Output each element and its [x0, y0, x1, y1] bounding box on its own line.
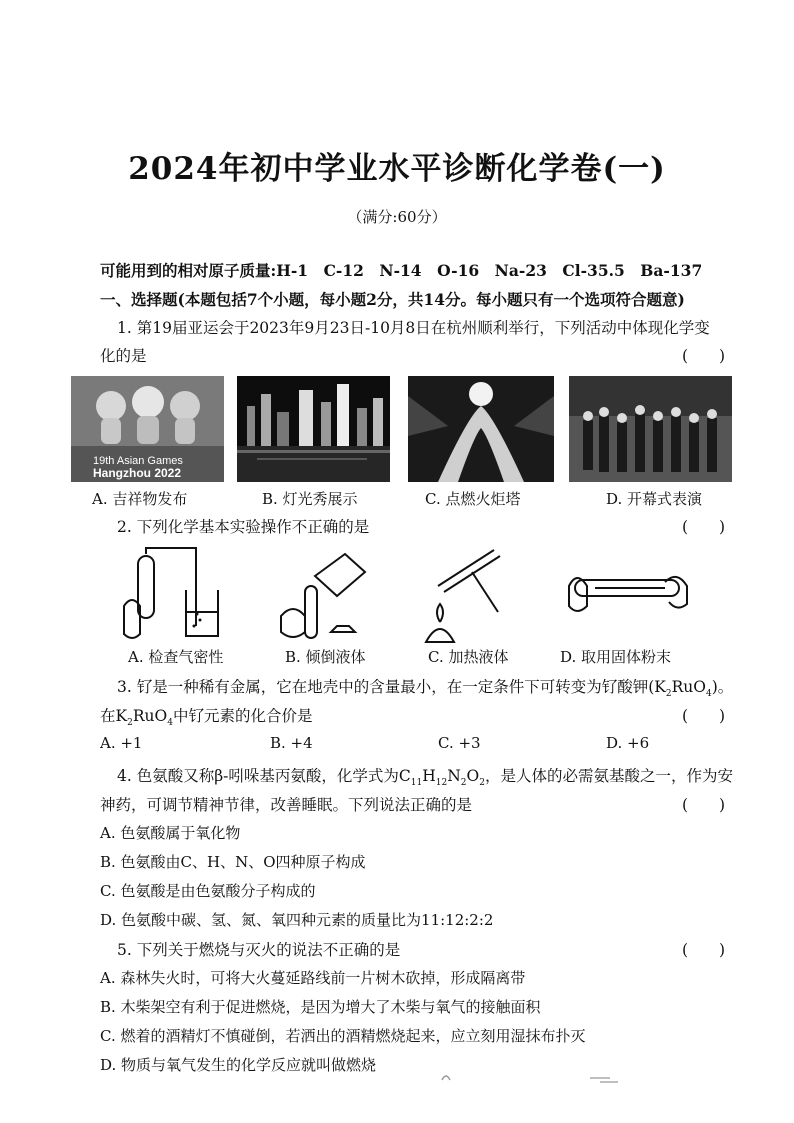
q2-option-b: B. 倾倒液体 — [285, 648, 366, 666]
light-show-image — [237, 376, 390, 482]
take-powder-apparatus-image — [565, 546, 695, 644]
q4-elem-h: H — [422, 767, 436, 785]
faint-scan-marks — [440, 1068, 630, 1088]
q3-text-line2 — [100, 704, 312, 728]
q2-answer-paren: ( ) — [682, 518, 726, 536]
q5-option-d: D. 物质与氧气发生的化学反应就叫做燃烧 — [100, 1056, 377, 1074]
q4-elem-n: N — [447, 767, 461, 785]
q3-line1-part-c: )。 — [711, 678, 734, 696]
torch-tower-image — [408, 376, 554, 482]
q3-line1-part-b: RuO — [671, 678, 706, 696]
photo-torch-tower — [408, 376, 554, 482]
q4-option-b: B. 色氨酸由C、H、N、O四种原子构成 — [100, 853, 366, 871]
q4-option-d: D. 色氨酸中碳、氢、氮、氧四种元素的质量比为11:12:2:2 — [100, 911, 494, 929]
mascots-image — [71, 376, 224, 482]
q4-option-c: C. 色氨酸是由色氨酸分子构成的 — [100, 882, 316, 900]
section-heading: 一、选择题(本题包括7个小题，每小题2分，共14分。每小题只有一个选项符合题意) — [100, 290, 685, 309]
q3-text-line1 — [117, 675, 733, 699]
q5-option-a: A. 森林失火时，可将大火蔓延路线前一片树木砍掉，形成隔离带 — [100, 969, 526, 987]
opening-ceremony-image — [569, 376, 732, 482]
q4-line1-part-b: ，是人体的必需氨基酸之一，作为安 — [484, 767, 733, 785]
q1-option-d: D. 开幕式表演 — [606, 490, 703, 508]
q1-text-line2: 化的是 — [100, 347, 147, 365]
q3-line2-sub-b: 4 — [167, 718, 173, 729]
q3-option-a: A. +1 — [100, 734, 143, 752]
exam-title: 2024年初中学业水平诊断化学卷(一) — [128, 151, 666, 187]
q1-option-c: C. 点燃火炬塔 — [425, 490, 521, 508]
q4-sub-n: 2 — [460, 778, 467, 789]
q4-sub-c: 11 — [410, 778, 423, 789]
heat-liquid-apparatus-image — [418, 546, 518, 644]
q4-answer-paren: ( ) — [682, 796, 726, 814]
full-score-note: （满分:60分） — [347, 208, 447, 226]
q5-option-c: C. 燃着的酒精灯不慎碰倒，若洒出的酒精燃烧起来，应立刻用湿抹布扑灭 — [100, 1027, 586, 1045]
q4-text-line2: 神药，可调节精神节律，改善睡眠。下列说法正确的是 — [100, 796, 473, 814]
q1-text-line1: 1. 第19届亚运会于2023年9月23日-10月8日在杭州顺利举行，下列活动中体现化学变 — [117, 319, 710, 337]
photo-caption-line2: Hangzhou 2022 — [93, 466, 182, 480]
q3-option-d: D. +6 — [606, 734, 650, 752]
q3-line1-part-a: 3. 钌是一种稀有金属，它在地壳中的含量最小，在一定条件下可转变为钌酸钾(K — [117, 678, 666, 696]
atomic-mass-line: 可能用到的相对原子质量:H-1 C-12 N-14 O-16 Na-23 Cl-35.5 Ba-137 — [100, 261, 703, 280]
q4-line1-part-a: 4. 色氨酸又称β-吲哚基丙氨酸，化学式为C — [117, 767, 411, 785]
q2-text-line1: 2. 下列化学基本实验操作不正确的是 — [117, 518, 370, 536]
q4-elem-o: O — [466, 767, 480, 785]
q4-sub-h: 12 — [435, 778, 448, 789]
q3-line2-part-c: 中钌元素的化合价是 — [172, 707, 313, 725]
q4-option-a: A. 色氨酸属于氧化物 — [100, 824, 241, 842]
q5-text-line1: 5. 下列关于燃烧与灭火的说法不正确的是 — [117, 941, 401, 959]
q3-answer-paren: ( ) — [682, 707, 726, 725]
q4-sub-o: 2 — [479, 778, 485, 789]
q2-option-a: A. 检查气密性 — [128, 648, 224, 666]
q1-option-a: A. 吉祥物发布 — [92, 490, 188, 508]
q1-option-b: B. 灯光秀展示 — [262, 490, 358, 508]
q2-option-d: D. 取用固体粉末 — [560, 648, 672, 666]
q2-option-c: C. 加热液体 — [428, 648, 509, 666]
q3-option-c: C. +3 — [438, 734, 481, 752]
airtightness-apparatus-image — [118, 546, 228, 644]
q3-line2-sub-a: 2 — [127, 718, 133, 729]
photo-mascots — [71, 376, 224, 482]
photo-light-show — [237, 376, 390, 482]
photo-opening-ceremony — [569, 376, 732, 482]
q3-line1-sub-b: 4 — [705, 689, 712, 700]
q5-answer-paren: ( ) — [682, 941, 726, 959]
q3-option-b: B. +4 — [270, 734, 313, 752]
q3-line2-part-b: RuO — [132, 707, 168, 725]
q1-answer-paren: ( ) — [682, 347, 726, 365]
pour-liquid-apparatus-image — [275, 546, 385, 644]
q4-text-line1 — [117, 764, 733, 788]
q3-line1-sub-a: 2 — [665, 689, 672, 700]
photo-caption-line1: 19th Asian Games — [93, 455, 183, 467]
q3-line2-part-a: 在K — [100, 707, 128, 725]
q5-option-b: B. 木柴架空有利于促进燃烧，是因为增大了木柴与氧气的接触面积 — [100, 998, 541, 1016]
